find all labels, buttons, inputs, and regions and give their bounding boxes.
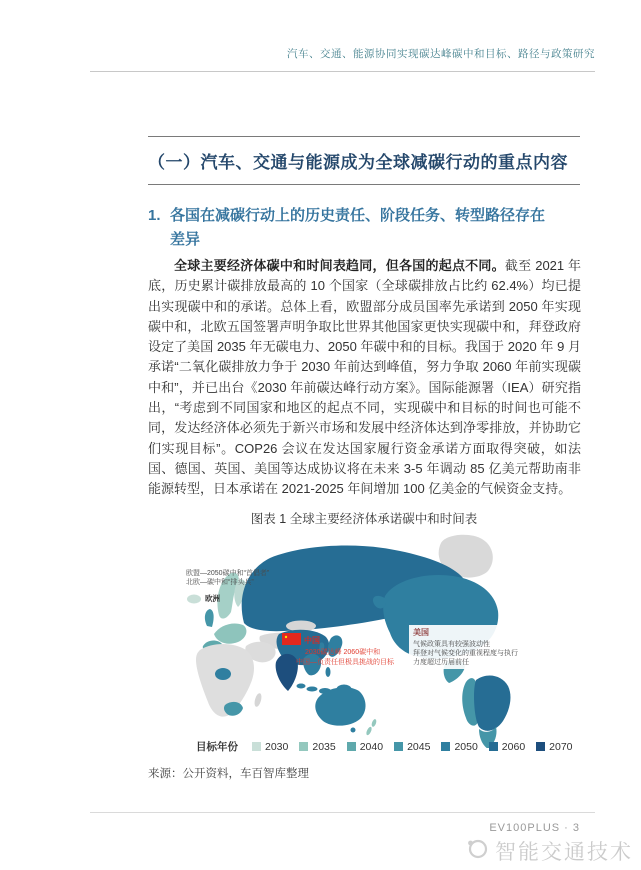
footer-divider bbox=[90, 812, 595, 813]
paragraph-body-text: 截至 2021 年底，历史累计碳排放最高的 10 个国家（全球碳排放占比约 62.4%）均已提出实现碳中和的承诺。总体上看，欧盟部分成员国率先承诺到 2050 年实现碳中和，北欧五国签署声明争取比世界其他国家更快实现碳中和，拜登政府设定了美国 2035 年无碳电力、2050 年碳中和的目标。我国于 2020 年 9 月承诺“二氧化碳排放力争于 2030 年前达到峰值，努力争取 2060 年前实现碳中和”，并已出台《2030 年前碳达峰行动方案》。国际能源署（IEA）研究指出，“考虑到不同国家和地区的起点不同，实现碳中和目标的时间也可能不同，发达经济体必须先于新兴市场和发展中经济体达到净零排放，并协助它们实现目标”。COP26 会议在发达国家履行资金承诺方面取得突破，如法国、德国、英国、美国等达成协议将在未来 3-5 年调动 85 亿美元帮助南非能源转型，日本承诺在 2021-2025 年间增加 100 亿美金的气候资金支持。 bbox=[148, 258, 581, 497]
legend-swatch-2050 bbox=[441, 742, 450, 751]
region-brazil bbox=[474, 675, 510, 730]
world-map-figure bbox=[148, 533, 608, 748]
legend-swatch-2035 bbox=[299, 742, 308, 751]
figure-caption: 图表 1 全球主要经济体承诺碳中和时间表 bbox=[250, 512, 478, 526]
watermark-logo-icon bbox=[466, 836, 490, 866]
world-map-svg bbox=[148, 533, 608, 748]
subsection-heading bbox=[148, 204, 588, 252]
header-divider bbox=[90, 71, 595, 72]
legend-swatch-2060 bbox=[489, 742, 498, 751]
running-header-title: 汽车、交通、能源协同实现碳达峰碳中和目标、路径与政策研究 bbox=[287, 48, 595, 60]
legend-item bbox=[441, 741, 477, 753]
watermark-text: 智能交通技术 bbox=[495, 841, 633, 864]
usa-annotation-line3: 力度超过历届前任 bbox=[413, 659, 469, 666]
legend-year: 2030 bbox=[265, 740, 289, 753]
legend-item bbox=[252, 741, 288, 753]
section-heading-block bbox=[148, 136, 580, 185]
legend-item bbox=[299, 741, 335, 753]
europe-annotation-line2: 北欧—碳中和“排头兵” bbox=[186, 579, 254, 586]
china-label: 中国 bbox=[304, 636, 320, 645]
legend-item bbox=[489, 741, 525, 753]
china-flag-marker bbox=[282, 633, 301, 645]
watermark bbox=[466, 836, 633, 866]
subsection-number: 1. bbox=[148, 207, 161, 224]
region-iceland bbox=[187, 595, 201, 604]
europe-label: 欧洲 bbox=[205, 594, 220, 603]
legend-swatch-2070 bbox=[536, 742, 545, 751]
region-philippines bbox=[326, 667, 331, 677]
china-annotation-line2: 中国—负责任但极具挑战的目标 bbox=[296, 659, 394, 666]
legend-title: 目标年份 bbox=[196, 741, 238, 753]
paragraph-lead-bold: 全球主要经济体碳中和时间表趋同，但各国的起点不同。 bbox=[174, 258, 505, 273]
legend-year: 2035 bbox=[312, 740, 336, 753]
region-new-zealand-north bbox=[371, 719, 377, 728]
usa-annotation-line2: 拜登对气候变化的重视程度与执行 bbox=[413, 650, 518, 657]
region-nigeria bbox=[215, 668, 231, 680]
page-footer-label: EV100PLUS · 3 bbox=[489, 822, 580, 834]
legend-swatch-2040 bbox=[347, 742, 356, 751]
legend-year: 2060 bbox=[501, 740, 526, 753]
europe-annotation-line1: 欧盟—2050碳中和“首倡者” bbox=[186, 570, 270, 577]
legend-item bbox=[347, 741, 383, 753]
usa-label: 美国 bbox=[413, 628, 429, 637]
region-central-europe bbox=[214, 623, 246, 643]
region-madagascar bbox=[253, 692, 262, 707]
section-rule-bottom bbox=[148, 184, 580, 185]
region-tasmania bbox=[351, 728, 356, 733]
legend-item bbox=[394, 741, 430, 753]
section-title: （一）汽车、交通与能源成为全球减碳行动的重点内容 bbox=[148, 153, 568, 172]
region-new-zealand-south bbox=[365, 726, 372, 736]
region-uk bbox=[205, 609, 214, 627]
region-indonesia-2 bbox=[307, 687, 318, 692]
legend-year: 2070 bbox=[549, 740, 573, 753]
legend-item bbox=[536, 741, 572, 753]
china-flag-star bbox=[285, 636, 287, 638]
legend-year: 2040 bbox=[359, 740, 384, 753]
legend-year: 2045 bbox=[407, 740, 431, 753]
region-indonesia-1 bbox=[297, 684, 306, 689]
legend-swatch-2045 bbox=[394, 742, 403, 751]
map-legend bbox=[196, 739, 584, 754]
region-india bbox=[276, 654, 298, 691]
legend-swatch-2030 bbox=[252, 742, 261, 751]
body-paragraph bbox=[148, 256, 581, 500]
usa-annotation-line1: 气候政策具有较强波动性 bbox=[413, 641, 490, 648]
china-annotation-line1: 2030碳达峰 2060碳中和 bbox=[305, 649, 381, 656]
legend-year: 2050 bbox=[454, 740, 478, 753]
figure-source: 来源：公开资料，车百智库整理 bbox=[148, 768, 309, 780]
subsection-title: 各国在减碳行动上的历史责任、阶段任务、转型路径存在差异 bbox=[170, 207, 546, 248]
region-south-africa bbox=[224, 702, 243, 716]
